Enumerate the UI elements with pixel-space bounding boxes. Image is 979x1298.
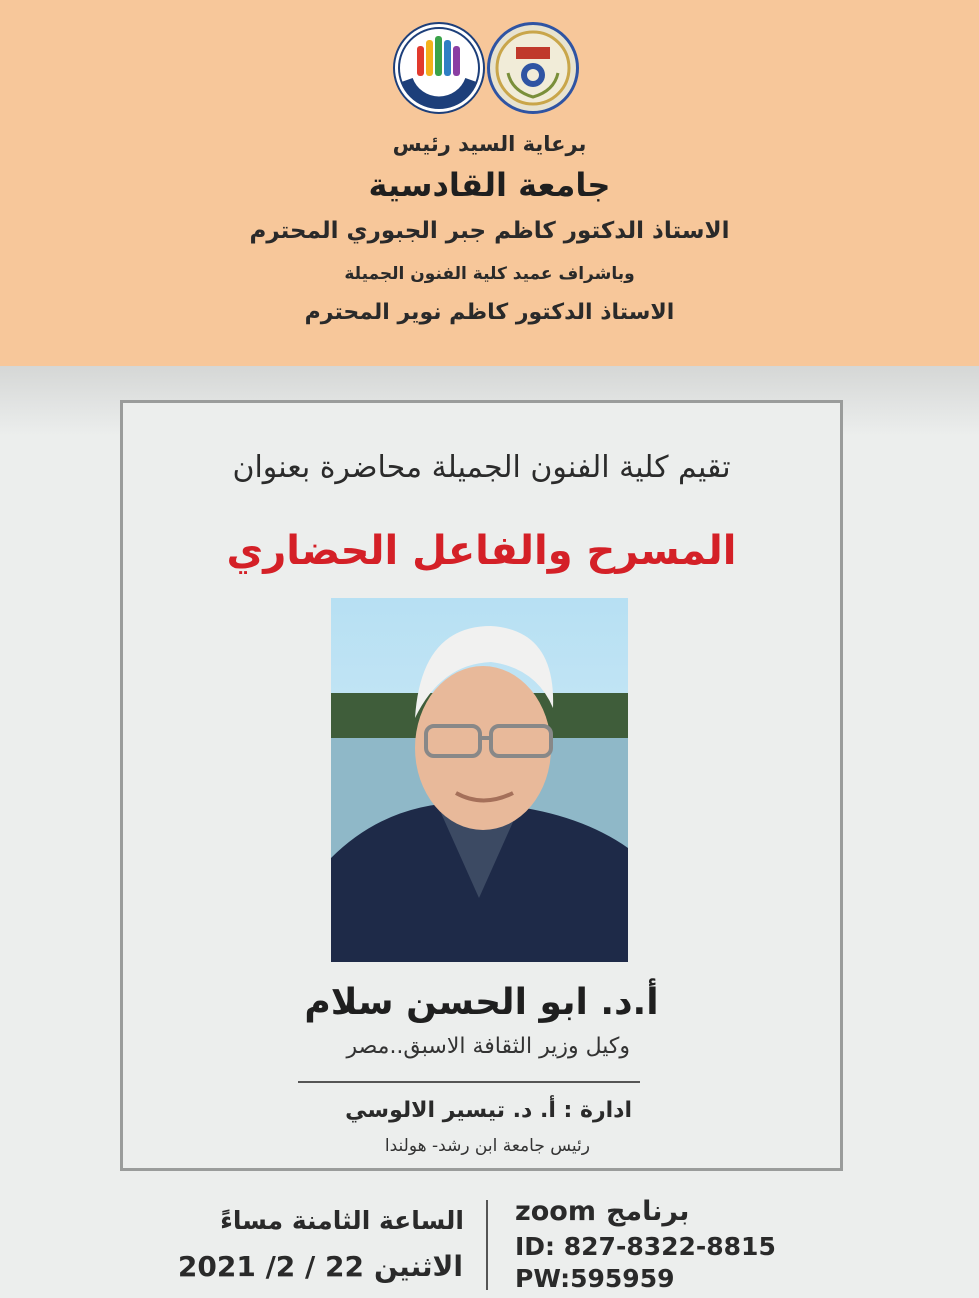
- speaker-name: أ.د. ابو الحسن سلام: [304, 982, 659, 1023]
- info-divider: [486, 1200, 488, 1290]
- program-row: [515, 1196, 689, 1227]
- meeting-id: ID: 827-8322-8815: [515, 1232, 776, 1261]
- meeting-password: PW:595959: [515, 1264, 675, 1293]
- patronage-line: برعاية السيد رئيس: [392, 132, 587, 156]
- university-name: جامعة القادسية: [368, 166, 611, 204]
- event-time: الساعة الثامنة مساءً: [220, 1206, 464, 1235]
- president-name: الاستاذ الدكتور كاظم جبر الجبوري المحترم: [249, 218, 730, 244]
- university-of-qadisiyah-logo: [487, 22, 579, 114]
- moderator: ادارة : أ. د. تيسير الالوسي: [345, 1098, 632, 1123]
- speaker-photo: [331, 598, 628, 962]
- event-date: 2021 /2 / 22: [177, 1250, 364, 1283]
- card-divider: [298, 1081, 640, 1083]
- moderator-role: رئيس جامعة ابن رشد- هولندا: [384, 1136, 590, 1156]
- speaker-role: وكيل وزير الثقافة الاسبق..مصر: [346, 1034, 630, 1059]
- program-name: zoom: [515, 1196, 596, 1227]
- event-date-row: [177, 1250, 463, 1283]
- lecture-title: المسرح والفاعل الحضاري: [226, 528, 737, 574]
- event-day: الاثنين: [373, 1250, 463, 1283]
- dean-name: الاستاذ الدكتور كاظم نوير المحترم: [304, 300, 675, 325]
- supervision-line: وباشراف عميد كلية الفنون الجميلة: [344, 264, 635, 284]
- college-of-fine-arts-logo: [393, 22, 485, 114]
- program-label: برنامج: [605, 1196, 690, 1227]
- lecture-intro: تقيم كلية الفنون الجميلة محاضرة بعنوان: [232, 450, 731, 485]
